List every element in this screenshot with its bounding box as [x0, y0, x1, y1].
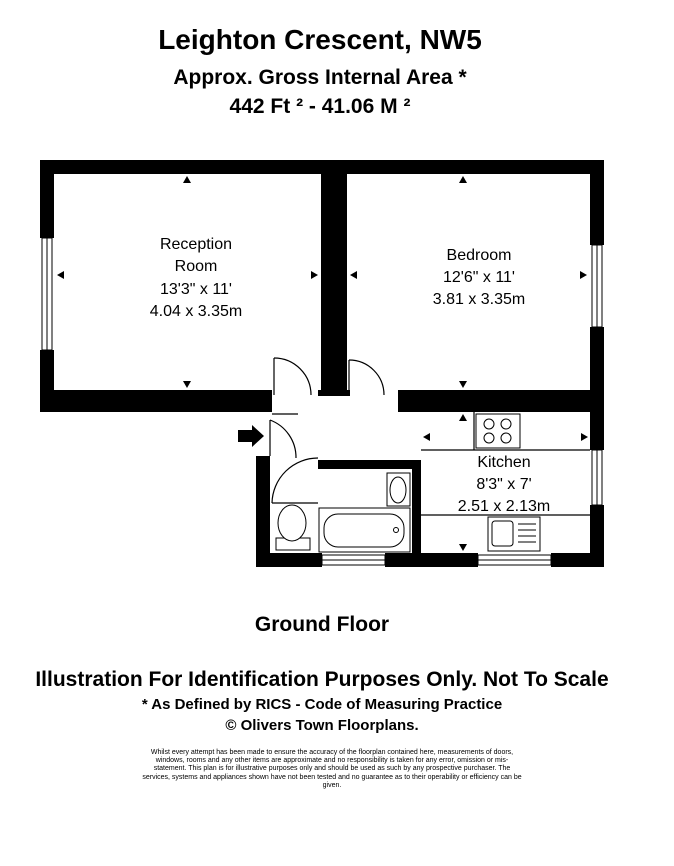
bathroom-top-wall — [318, 460, 420, 469]
bedroom — [433, 247, 526, 308]
dimension-marker-icon — [350, 271, 357, 279]
sink-bowl — [492, 521, 513, 546]
bedroom-door-swing — [349, 360, 384, 395]
room-name: Room — [174, 258, 218, 275]
dimension-marker-icon — [459, 176, 467, 183]
dimension-marker-icon — [459, 381, 467, 388]
entrance-arrow-icon — [238, 425, 264, 447]
dimension-marker-icon — [581, 433, 588, 441]
room-dimensions-metric: 4.04 x 3.35m — [149, 303, 243, 320]
dimension-marker-icon — [311, 271, 318, 279]
entrance-door-swing — [270, 420, 296, 458]
copyright-notice: © Olivers Town Floorplans. — [225, 717, 419, 734]
bedroom-bottom-wall — [398, 390, 604, 412]
room-dimensions-imperial: 8'3" x 7' — [476, 476, 532, 493]
dimension-marker-icon — [57, 271, 64, 279]
bottom-wall-middle — [385, 553, 478, 567]
bathroom-door-swing — [272, 458, 318, 503]
disclaimer-heading: Illustration For Identification Purposes Only. Not To Scale — [35, 668, 609, 691]
bathroom-fixtures — [276, 473, 410, 552]
bathtub-basin — [324, 514, 404, 547]
toilet-bowl — [278, 505, 306, 541]
bottom-wall-left — [256, 553, 322, 567]
plan-title: Leighton Crescent, NW5 — [158, 24, 482, 55]
room-dimensions-imperial: 12'6" x 11' — [443, 269, 515, 286]
reception-room — [150, 236, 243, 320]
room-name: Kitchen — [477, 454, 531, 471]
dimension-marker-icon — [423, 433, 430, 441]
room-dimensions-metric: 3.81 x 3.35m — [432, 291, 526, 308]
washbasin-bowl — [390, 477, 406, 503]
dimension-marker-icon — [580, 271, 587, 279]
dimension-marker-icon — [183, 176, 191, 183]
room-dimensions-metric: 2.51 x 2.13m — [457, 498, 551, 515]
dimension-marker-icon — [459, 544, 467, 551]
reception-bedroom-partition — [321, 160, 347, 394]
hob-ring — [501, 419, 511, 429]
area-value: 442 Ft ² - 41.06 M ² — [229, 95, 411, 118]
bathtub-drain — [394, 528, 399, 533]
room-name: Reception — [159, 236, 233, 253]
hob — [476, 414, 520, 448]
dimension-marker-icon — [459, 414, 467, 421]
bottom-wall-right — [551, 553, 604, 567]
reception-door-swing — [274, 358, 311, 395]
hob-ring — [501, 433, 511, 443]
bathroom-kitchen-wall — [412, 460, 421, 555]
right-wall-upper — [590, 160, 604, 245]
room-dimensions-imperial: 13'3" x 11' — [160, 281, 232, 298]
door-lintel — [318, 390, 350, 396]
rics-note: * As Defined by RICS - Code of Measuring Practice — [141, 696, 503, 713]
hob-ring — [484, 419, 494, 429]
kitchen — [458, 454, 551, 515]
left-wall-upper — [40, 160, 54, 238]
hall-left-wall — [256, 456, 270, 567]
dimension-marker-icon — [183, 381, 191, 388]
hob-ring — [484, 433, 494, 443]
area-label: Approx. Gross Internal Area * — [173, 66, 467, 89]
floor-name: Ground Floor — [254, 613, 390, 636]
small-print-disclaimer: Whilst every attempt has been made to ensure the accuracy of the floorplan contained here, measurements of doors, windows, rooms and any other items are approximate and no responsibility is taken for any error, omission or mis-statement. This plan is for illustrative purposes only and should be used as such by any prospective purchaser. The services, systems and appliances shown have not been tested and no guarantee as to their operability or efficiency can be given. — [142, 749, 522, 789]
reception-bottom-wall — [40, 390, 272, 412]
right-wall-middle — [590, 327, 604, 450]
room-name: Bedroom — [446, 247, 512, 264]
